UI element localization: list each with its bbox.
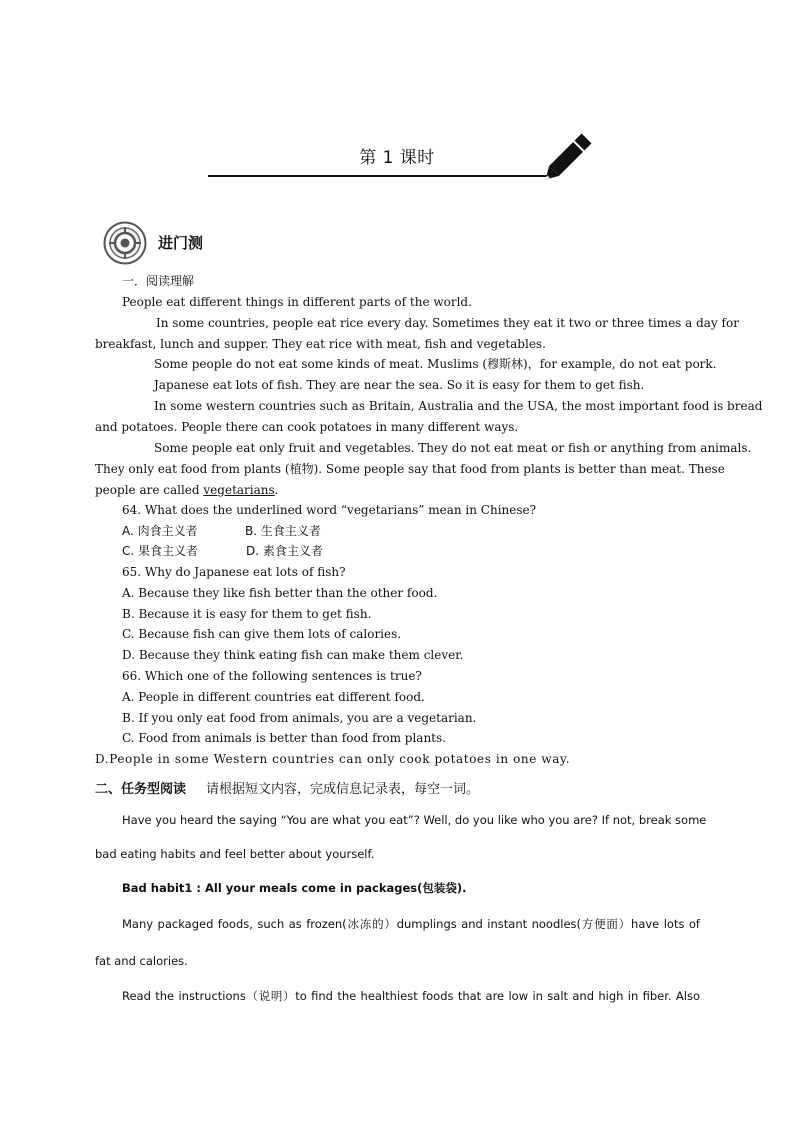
answer-option: D. Because they think eating fish can make them clever. bbox=[122, 648, 464, 662]
passage-line: and potatoes. People there can cook potatoes in many different ways. bbox=[95, 420, 519, 434]
passage-line: In some western countries such as Britain, Australia and the USA, the most important food is bread bbox=[154, 399, 763, 413]
passage-line: Read the instructions（说明）to find the healthiest foods that are low in salt and high in fiber. Also bbox=[122, 989, 700, 1003]
answer-option: D.People in some Western countries can only cook potatoes in one way. bbox=[95, 752, 571, 766]
answer-option: B. If you only eat food from animals, you are a vegetarian. bbox=[122, 711, 477, 725]
passage-line: Japanese eat lots of fish. They are near the sea. So it is easy for them to get fish. bbox=[154, 378, 645, 392]
passage-line: fat and calories. bbox=[95, 954, 188, 968]
question-stem: 65. Why do Japanese eat lots of fish? bbox=[122, 565, 346, 579]
question-stem: 64. What does the underlined word “vegetarians” mean in Chinese? bbox=[122, 503, 537, 517]
section-heading-entry-test: 进门测 bbox=[158, 234, 204, 252]
passage-line: breakfast, lunch and supper. They eat rice with meat, fish and vegetables. bbox=[95, 337, 546, 351]
page-title: 第 1 课时 bbox=[359, 148, 435, 168]
answer-option: A. Because they like fish better than the other food. bbox=[122, 586, 438, 600]
title-underline bbox=[208, 175, 553, 177]
underlined-word: vegetarians bbox=[203, 483, 275, 497]
target-icon bbox=[103, 221, 147, 265]
habit-heading: Bad habit1 : All your meals come in packages(包装袋). bbox=[122, 881, 467, 895]
answer-option: B. 生食主义者 bbox=[245, 524, 321, 538]
part-title: 一．阅读理解 bbox=[122, 274, 195, 288]
answer-option: C. Because fish can give them lots of calories. bbox=[122, 627, 402, 641]
section2-instruction: 请根据短文内容，完成信息记录表，每空一词。 bbox=[206, 782, 480, 797]
question-stem: 66. Which one of the following sentences is true? bbox=[122, 669, 422, 683]
passage-line: People eat different things in different parts of the world. bbox=[122, 295, 472, 309]
passage-line: Many packaged foods, such as frozen(冰冻的）dumplings and instant noodles(方便面）have lots of bbox=[122, 917, 700, 931]
passage-line: Some people do not eat some kinds of meat. Muslims (穆斯林)，for example, do not eat pork. bbox=[154, 357, 717, 371]
section2-heading: 二、任务型阅读 bbox=[95, 782, 187, 797]
passage-line: In some countries, people eat rice every day. Sometimes they eat it two or three times a day for bbox=[156, 316, 739, 330]
answer-option: C. Food from animals is better than food from plants. bbox=[122, 731, 446, 745]
answer-option: A. People in different countries eat different food. bbox=[122, 690, 425, 704]
section2-title bbox=[95, 782, 479, 798]
answer-option: D. 素食主义者 bbox=[246, 544, 323, 558]
answer-option: C. 果食主义者 bbox=[122, 544, 199, 558]
passage-line: bad eating habits and feel better about yourself. bbox=[95, 847, 375, 861]
answer-option: B. Because it is easy for them to get fish. bbox=[122, 607, 372, 621]
passage-line: They only eat food from plants (植物). Some people say that food from plants is better than meat. These bbox=[95, 462, 725, 476]
passage-line: Some people eat only fruit and vegetables. They do not eat meat or fish or anything from animals. bbox=[154, 441, 752, 455]
passage-line: people are called vegetarians. bbox=[95, 483, 279, 497]
answer-option: A. 肉食主义者 bbox=[122, 524, 198, 538]
pencil-icon bbox=[543, 126, 599, 182]
passage-line: Have you heard the saying “You are what you eat”? Well, do you like who you are? If not, break some bbox=[122, 813, 707, 827]
